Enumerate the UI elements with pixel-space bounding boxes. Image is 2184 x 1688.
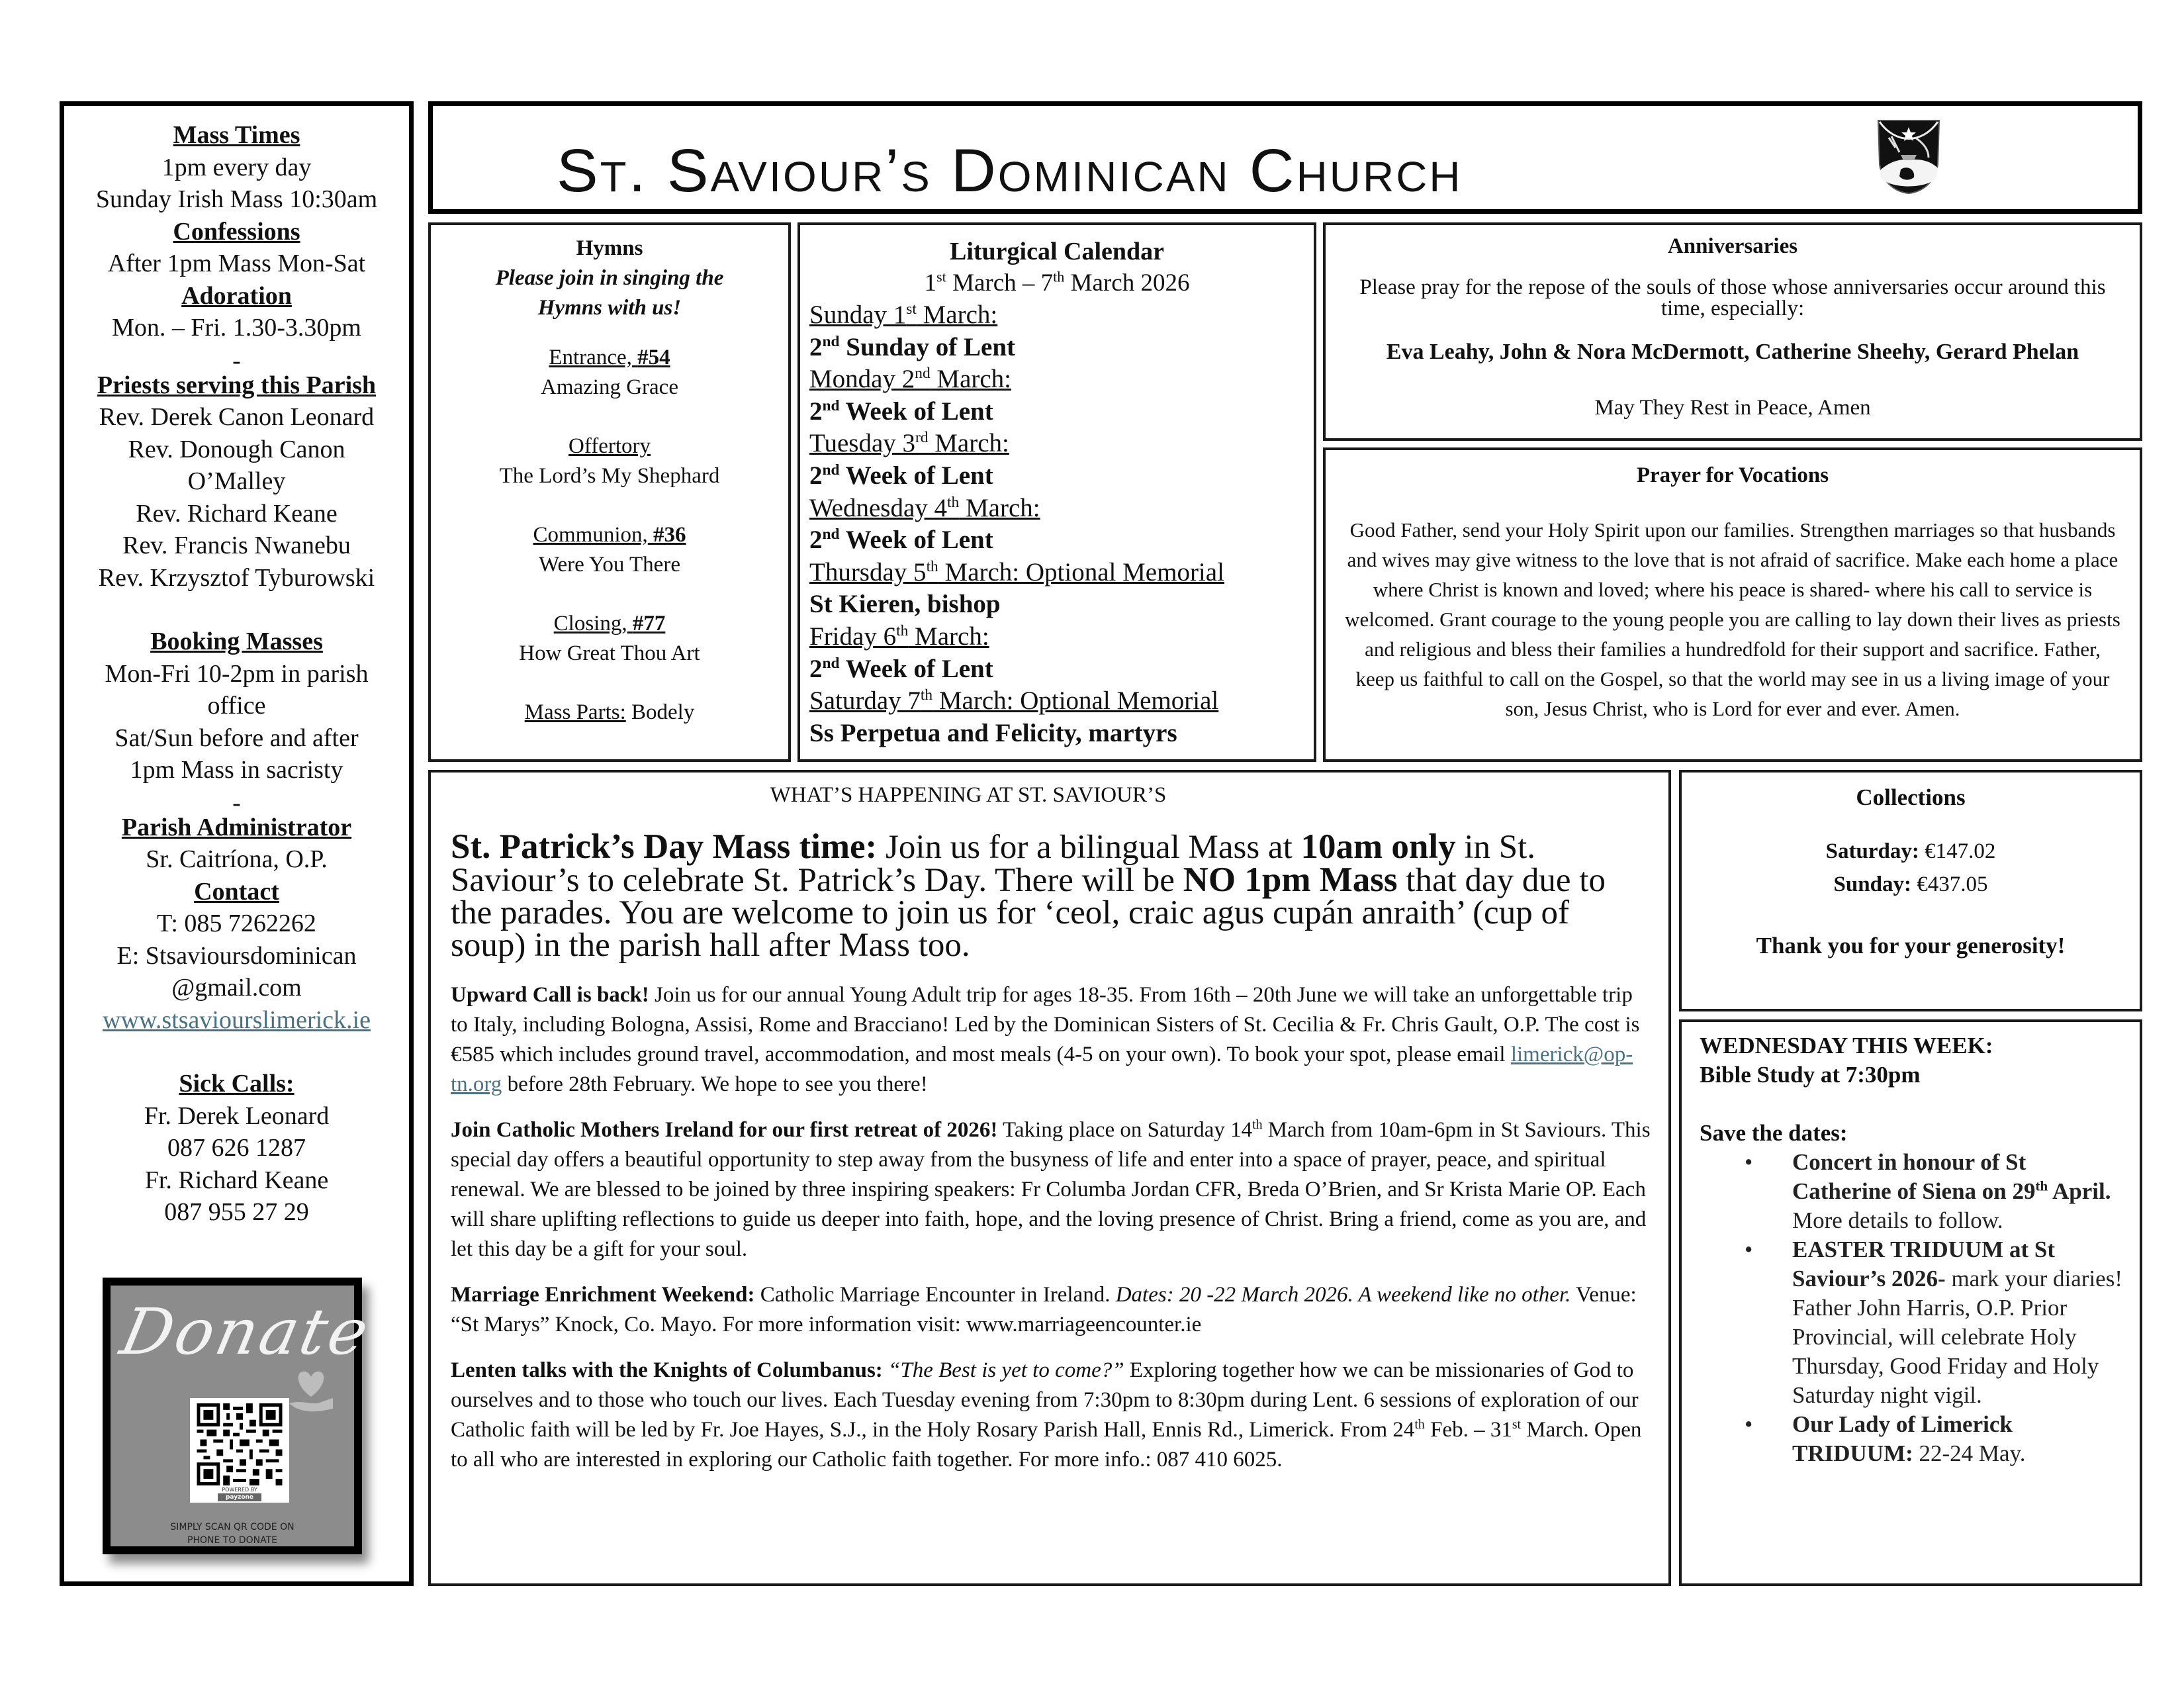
calendar-day: Saturday 7th March: Optional Memorial [809,686,1219,716]
page-title: St. Saviour’s Dominican Church [557,137,1463,205]
upcoming-events-panel [1679,1019,2142,1586]
separator: - [232,788,241,817]
calendar-day: Tuesday 3rd March: [809,429,1009,458]
booking-info: Mon-Fri 10-2pm in parish [105,659,369,688]
mass-parts: Mass Parts: Bodely [524,700,695,724]
list-item: • Concert in honour of St Catherine of Siena on 29th April. More details to follow. [1745,1149,2111,1233]
sick-call-phone: 087 626 1287 [167,1134,306,1162]
calendar-day: Friday 6th March: [809,622,989,651]
list-item: • Our Lady of Limerick TRIDUUM: 22-24 May. [1745,1411,2026,1466]
bullet-icon: • [1745,1411,1753,1437]
contact-email: E: Stsavioursdominican [116,941,357,970]
hymn-slot-communion: Communion, #36 [533,523,686,547]
hymns-subtitle: Hymns with us! [537,296,682,320]
qr-code-icon [197,1403,283,1485]
anniversary-names: Eva Leahy, John & Nora McDermott, Catherine Sheehy, Gerard Phelan [1386,340,2079,364]
priests-heading: Priests serving this Parish [97,371,377,399]
liturgical-calendar-panel [797,222,1316,762]
calendar-feast: 2nd Sunday of Lent [809,332,1016,361]
sick-call-contact: Fr. Derek Leonard [144,1102,330,1130]
donate-qr-poster[interactable] [103,1278,378,1554]
priest-name: Rev. Krzysztof Tyburowski [98,563,375,592]
payzone-logo: payzone [218,1493,261,1501]
happenings-title: WHAT’S HAPPENING AT ST. SAVIOUR’S [770,783,1167,807]
donate-title: Donate [114,1295,378,1369]
parish-info-sidebar [60,101,414,1586]
hymn-slot-offertory: Offertory [568,434,651,458]
calendar-feast: 2nd Week of Lent [809,526,993,555]
calendar-feast: 2nd Week of Lent [809,654,993,683]
wednesday-heading: WEDNESDAY THIS WEEK: [1700,1033,1993,1058]
collections-title: Collections [1856,784,1966,810]
page-header [428,101,2142,214]
dominican-crest-icon [1876,118,1942,195]
prayer-text: Good Father, send your Holy Spirit upon our families. Strengthen marriages so that husbands and wives may give witness to the love that is not afraid of sacrifice. Make each home a place where Christ is known and loved; where his peace is shared- where his call to service is welcomed. Grant courage to the young people you are calling to lay down their lives as priests and religious and bless their families a hundredfold for their support and sacrifice. Father, keep us faithful to call on the Gospel, so that the world may see in us a living image of your son, Jesus Christ, who is Lord for ever and ever. Amen. [1345,518,2120,720]
st-patricks-day-notice: St. Patrick’s Day Mass time: Join us for a bilingual Mass at 10am only in St. Saviour’s to celebrate St. Patrick’s Day. There will be NO 1pm Mass that day due to the parades. You are welcome to join us for ‘ceol, craic agus cupán anraith’ (cup of soup) in the parish hall after Mass too. [451,827,1606,964]
booking-info: 1pm Mass in sacristy [130,756,343,784]
anniversaries-closing: May They Rest in Peace, Amen [1594,396,1871,420]
priest-name: O’Malley [187,467,286,495]
contact-email-domain: @gmail.com [171,974,302,1002]
hymn-name: Amazing Grace [541,375,678,399]
calendar-feast: St Kieren, bishop [809,590,1001,619]
confessions-heading: Confessions [173,217,300,246]
hymn-name: The Lord’s My Shephard [499,464,720,488]
calendar-day: Sunday 1st March: [809,301,998,329]
mass-time: 1pm every day [161,153,312,181]
calendar-day: Monday 2nd March: [809,365,1012,394]
adoration-heading: Adoration [181,281,292,310]
booking-heading: Booking Masses [150,628,323,655]
priest-name: Rev. Francis Nwanebu [122,532,351,559]
hymns-subtitle: Please join in singing the [495,266,724,290]
hymn-name: How Great Thou Art [519,641,700,665]
bullet-icon: • [1745,1149,1753,1175]
calendar-feast: 2nd Week of Lent [809,397,993,426]
collection-saturday: Saturday: €147.02 [1825,839,1996,863]
calendar-day: Wednesday 4th March: [809,493,1040,522]
save-the-dates-heading: Save the dates: [1700,1120,1848,1146]
contact-heading: Contact [194,877,279,906]
powered-by-label: POWERED BY [222,1487,257,1493]
marriage-enrichment-notice: Marriage Enrichment Weekend: Catholic Marriage Encounter in Ireland. Dates: 20 -22 March 2026. A weekend like no other. Venue: “St Marys” Knock, Co. Mayo. For more information visit: www.marriageencounter.ie [451,1283,1637,1336]
anniversaries-panel [1323,222,2142,441]
anniversaries-intro: Please pray for the repose of the souls of those whose anniversaries occur around this time, especially: [1359,275,2106,320]
sick-call-contact: Fr. Richard Keane [144,1166,329,1194]
calendar-feast: Ss Perpetua and Felicity, martyrs [809,718,1177,747]
wednesday-event: Bible Study at 7:30pm [1700,1062,1921,1088]
upward-call-notice: Upward Call is back! Join us for our annual Young Adult trip for ages 18-35. From 16th – 20th June we will take an unforgettable trip to Italy, including Bologna, Assisi, Rome and Bracciano! Led by the Dominican Sisters of St. Cecilia & Fr. Chris Gault, O.P. The cost is €585 which includes ground travel, accommodation, and most meals (4-5 on your own). To book your spot, please email limerick@op-tn.org before 28th February. We hope to see you there! [451,983,1640,1096]
collection-sunday: Sunday: €437.05 [1833,872,1988,896]
separator: - [232,346,241,375]
hymn-slot-entrance: Entrance, #54 [549,346,670,369]
collections-thanks: Thank you for your generosity! [1756,933,2066,959]
sick-call-phone: 087 955 27 29 [164,1198,309,1226]
administrator-heading: Parish Administrator [121,813,352,841]
confessions-time: After 1pm Mass Mon-Sat [107,250,366,277]
whats-happening-panel [428,770,1671,1586]
priest-name: Rev. Derek Canon Leonard [99,403,375,431]
mass-times-heading: Mass Times [173,121,300,149]
heart-in-hand-icon [288,1365,334,1418]
contact-phone: T: 085 7262262 [157,910,316,937]
calendar-entries [809,299,1304,749]
prayer-title: Prayer for Vocations [1636,463,1829,487]
calendar-date-range: 1st March – 7th March 2026 [924,268,1190,297]
calendar-day: Thursday 5th March: Optional Memorial [809,557,1224,586]
save-the-dates-list [1700,1148,2126,1468]
adoration-time: Mon. – Fri. 1.30-3.30pm [112,314,361,342]
mass-time: Sunday Irish Mass 10:30am [95,185,378,213]
priest-name: Rev. Donough Canon [128,435,345,463]
anniversaries-title: Anniversaries [1667,234,1798,258]
donate-instructions: SIMPLY SCAN QR CODE ON PHONE TO DONATE [170,1522,295,1546]
booking-info: office [207,692,266,720]
list-item: • EASTER TRIDUUM at St Saviour’s 2026- mark your diaries! Father John Harris, O.P. Prior Provincial, will celebrate Holy Thursday, Good Friday and Holy Saturday night vigil. [1745,1237,2122,1408]
sick-calls-heading: Sick Calls: [179,1070,295,1098]
hymn-slot-closing: Closing, #77 [553,612,666,635]
priest-name: Rev. Richard Keane [136,499,338,528]
lenten-talks-notice: Lenten talks with the Knights of Columbanus: “The Best is yet to come?” Exploring together how we can be missionaries of God to ourselves and to those who touch our lives. Each Tuesday evening from 7:30pm to 8:30pm during Lent. 6 sessions of exploration of our Catholic faith will be led by Fr. Joe Hayes, S.J., in the Holy Rosary Parish Hall, Ennis Rd., Limerick. From 24th Feb. – 31st March. Open to all who are interested in exploring our Catholic faith together. For more info.: 087 410 6025. [451,1358,1642,1472]
administrator-name: Sr. Caitríona, O.P. [146,845,328,873]
calendar-feast: 2nd Week of Lent [809,461,993,490]
hymns-title: Hymns [576,236,643,260]
email-link[interactable]: limerick@op-tn.org [451,1043,1633,1096]
prayer-for-vocations-panel [1323,447,2142,762]
hymn-name: Were You There [539,553,680,577]
booking-info: Sat/Sun before and after [114,724,359,752]
collections-panel [1679,770,2142,1011]
catholic-mothers-notice: Join Catholic Mothers Ireland for our first retreat of 2026! Taking place on Saturday 14th March from 10am-6pm in St Saviours. This special day offers a beautiful opportunity to step away from the busyness of life and enter into a space of prayer, peace, and spiritual renewal. We are blessed to be joined by three inspiring speakers: Fr Columba Jordan CFR, Breda O’Brien, and Sr Krista Marie OP. Each will share uplifting reflections to guide us deeper into faith, hope, and the loving presence of Christ. Bring a friend, come as you are, and let this day be a gift for your soul. [451,1117,1651,1261]
qr-code[interactable] [190,1398,289,1503]
hymns-panel [428,222,791,762]
calendar-title: Liturgical Calendar [949,238,1165,265]
website-link[interactable]: www.stsaviourslimerick.ie [103,1006,371,1034]
bullet-icon: • [1745,1237,1753,1262]
